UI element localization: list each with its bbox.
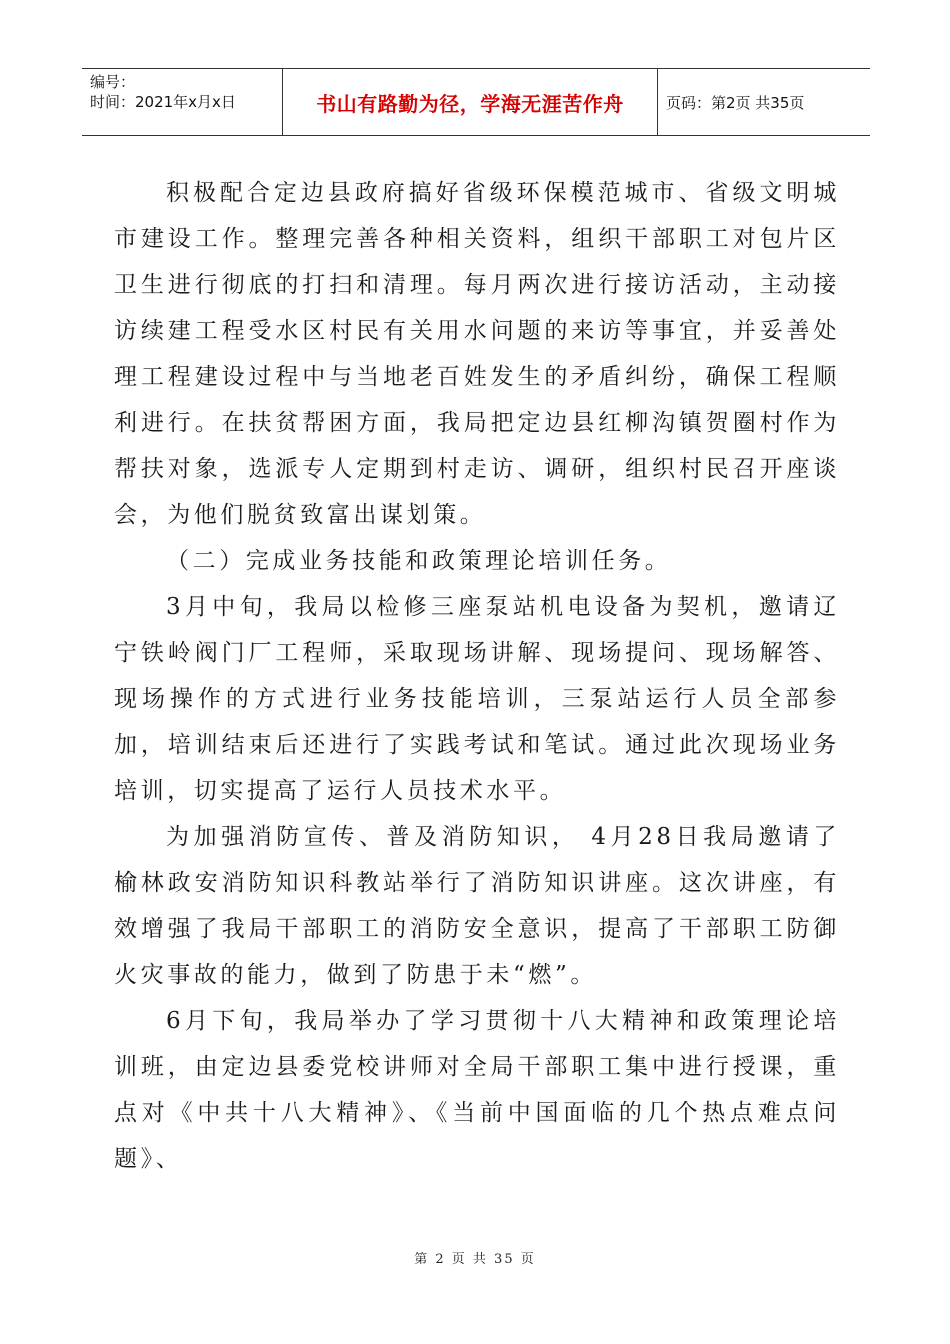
document-date: 时间：2021年x月x日 <box>90 93 236 111</box>
header-motto: 书山有路勤为径，学海无涯苦作舟 <box>283 69 658 135</box>
document-header <box>82 68 870 136</box>
document-number-label: 编号： <box>90 73 136 91</box>
body-paragraph-3: 3月中旬，我局以检修三座泵站机电设备为契机，邀请辽宁铁岭阀门厂工程师，采取现场讲解、现场提问、现场解答、现场操作的方式进行业务技能培训，三泵站运行人员全部参加，培训结束后还进行了实践考试和笔试。通过此次现场业务培训，切实提高了运行人员技术水平。 <box>114 594 840 804</box>
body-paragraph-5: 6月下旬，我局举办了学习贯彻十八大精神和政策理论培训班，由定边县委党校讲师对全局干部职工集中进行授课，重点对《中共十八大精神》、《当前中国面临的几个热点难点问题》、 <box>114 1008 840 1172</box>
document-body <box>114 170 840 1182</box>
page-footer: 第 2 页 共 35 页 <box>414 1252 536 1267</box>
body-paragraph-4: 为加强消防宣传、普及消防知识， 4月28日我局邀请了榆林政安消防知识科教站举行了消防知识讲座。这次讲座，有效增强了我局干部职工的消防安全意识，提高了干部职工防御火灾事故的能力，做到了防患于未“燃”。 <box>114 824 840 988</box>
section-heading-2: （二）完成业务技能和政策理论培训任务。 <box>166 548 672 574</box>
header-page-info: 页码：第2页 共35页 <box>666 93 805 112</box>
header-meta <box>82 69 283 135</box>
body-paragraph-1: 积极配合定边县政府搞好省级环保模范城市、省级文明城市建设工作。整理完善各种相关资料，组织干部职工对包片区卫生进行彻底的打扫和清理。每月两次进行接访活动，主动接访续建工程受水区村民有关用水问题的来访等事宜，并妥善处理工程建设过程中与当地老百姓发生的矛盾纠纷，确保工程顺利进行。在扶贫帮困方面，我局把定边县红柳沟镇贺圈村作为帮扶对象，选派专人定期到村走访、调研，组织村民召开座谈会，为他们脱贫致富出谋划策。 <box>114 180 840 528</box>
